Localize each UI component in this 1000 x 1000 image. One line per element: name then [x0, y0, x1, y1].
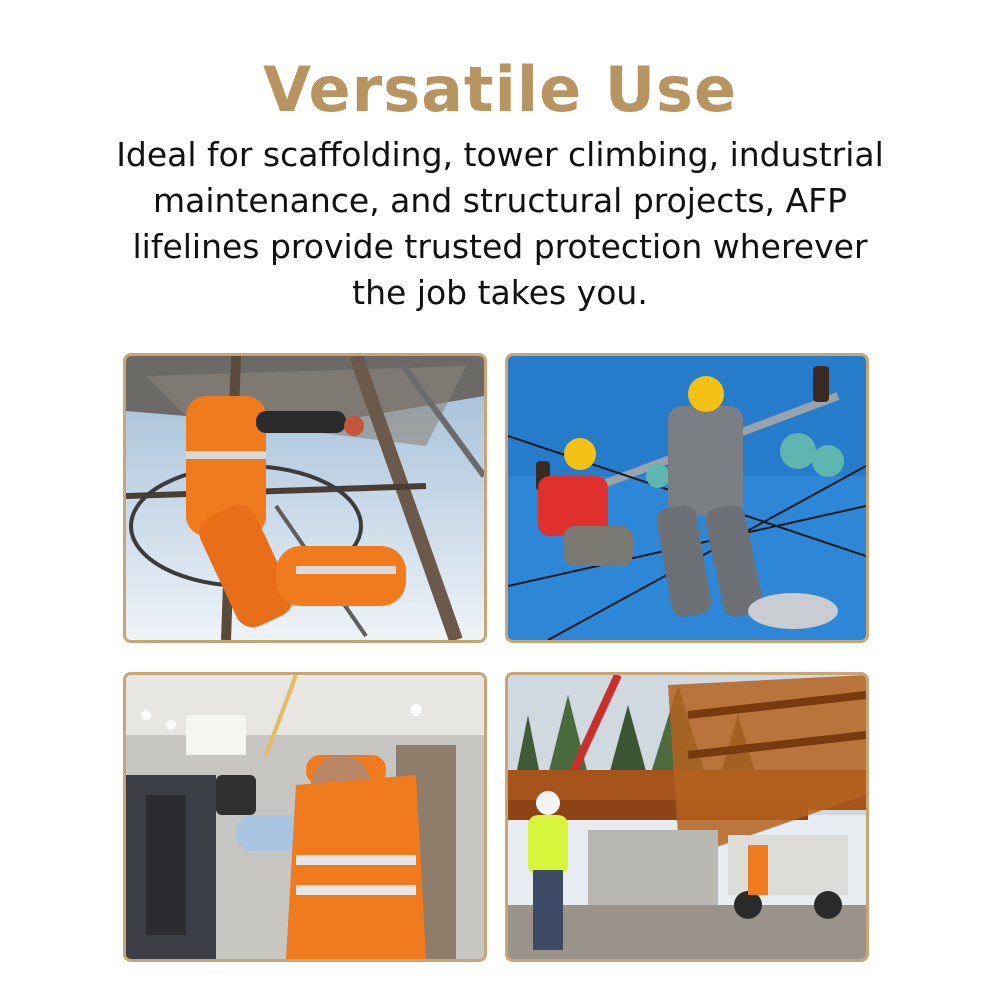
industrial-maintenance-photo [123, 672, 487, 962]
page-title: Versatile Use [262, 53, 738, 126]
structural-steel-photo [505, 672, 869, 962]
description-line: the job takes you. [352, 273, 648, 312]
power-line-workers-photo [505, 353, 869, 643]
description-line: maintenance, and structural projects, AFP [153, 181, 847, 220]
tower-climbing-photo [123, 353, 487, 643]
description-line: lifelines provide trusted protection wherever [132, 227, 868, 266]
description-line: Ideal for scaffolding, tower climbing, industrial [116, 135, 884, 174]
description-text [40, 132, 960, 316]
